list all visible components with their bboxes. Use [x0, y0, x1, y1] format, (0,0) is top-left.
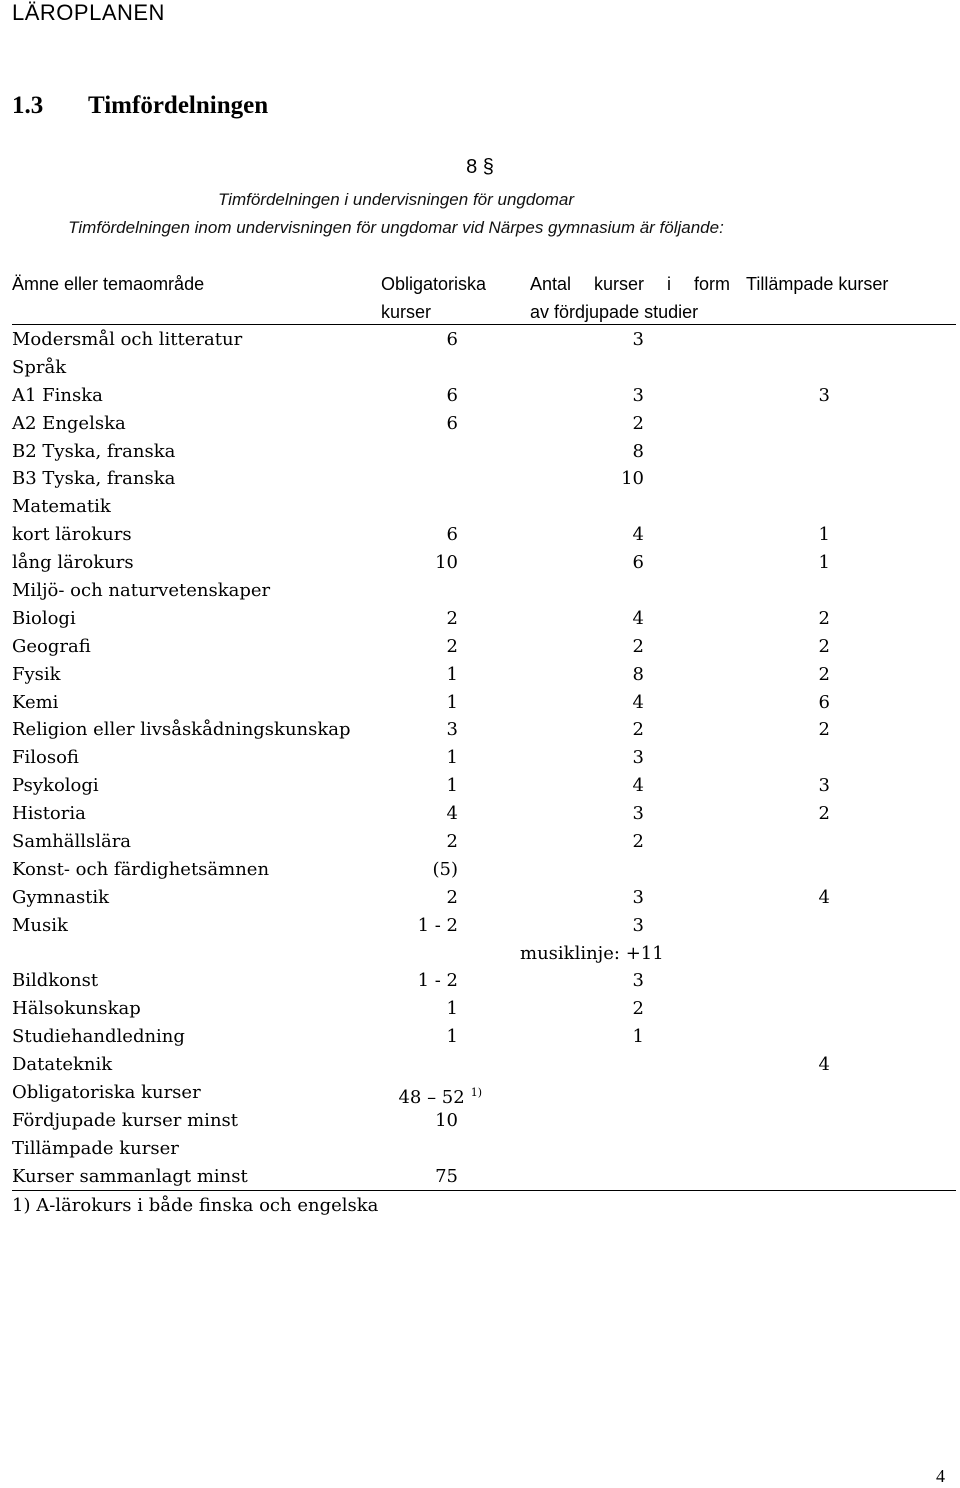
- table-row: [0, 912, 960, 940]
- section-heading: [12, 92, 268, 120]
- cell-subject: Hälsokunskap: [12, 998, 141, 1020]
- paragraph-label: 8 §: [466, 156, 494, 178]
- cell-subject: Språk: [12, 356, 67, 378]
- cell-subject: Bildkonst: [12, 970, 99, 992]
- footnote: 1) A-lärokurs i både finska och engelska: [12, 1195, 379, 1216]
- section-title: Timfördelningen: [88, 92, 269, 119]
- table-row: [0, 940, 960, 968]
- cell-advanced: 3: [632, 329, 644, 350]
- table-row: [0, 800, 960, 828]
- cell-advanced: 2: [632, 831, 644, 853]
- cell-subject: B2 Tyska, franska: [12, 440, 176, 462]
- cell-subject: Musik: [12, 914, 68, 936]
- cell-advanced: 1: [632, 1026, 644, 1048]
- cell-advanced: 10: [621, 468, 644, 490]
- cell-subject: lång lärokurs: [12, 552, 134, 574]
- cell-advanced: 4: [632, 524, 644, 546]
- cell-advanced: 3: [632, 970, 644, 992]
- cell-subject: B3 Tyska, franska: [12, 468, 176, 490]
- cell-obligatory: 6: [446, 384, 458, 406]
- table-row: [0, 856, 960, 884]
- cell-subject: Miljö- och naturvetenskaper: [12, 580, 271, 602]
- cell-obligatory: 4: [446, 803, 458, 825]
- column-header-applied: Tillämpade kurser: [746, 274, 889, 294]
- cell-advanced: 3: [632, 384, 644, 406]
- cell-obligatory: 1: [446, 663, 458, 685]
- cell-advanced: 2: [632, 412, 644, 434]
- cell-applied: 4: [818, 886, 830, 908]
- table-row: [0, 1051, 960, 1079]
- table-row: [0, 661, 960, 689]
- table-row: [0, 438, 960, 466]
- table-row: [0, 354, 960, 382]
- cell-subject: A1 Finska: [12, 384, 103, 406]
- cell-advanced: 4: [632, 607, 644, 629]
- footnote-marker: 1): [470, 1086, 482, 1100]
- cell-advanced: 8: [632, 440, 644, 462]
- cell-obligatory: 6: [446, 412, 458, 434]
- cell-advanced: musiklinje: +11: [520, 942, 664, 964]
- table-row: [0, 689, 960, 717]
- cell-obligatory: 2: [446, 831, 458, 853]
- column-header-obligatory-line-1: Obligatoriska: [381, 274, 487, 294]
- table-row: [0, 605, 960, 633]
- cell-advanced: 3: [632, 886, 644, 908]
- cell-applied: 2: [818, 719, 830, 741]
- column-header-advanced-line-1: Antal kurser i form: [530, 274, 730, 294]
- cell-subject: kort lärokurs: [12, 524, 132, 546]
- cell-obligatory: 1: [446, 691, 458, 713]
- cell-advanced: 8: [632, 663, 644, 685]
- table-row: [0, 521, 960, 549]
- cell-subject: Filosofi: [12, 747, 79, 769]
- table-row: [0, 577, 960, 605]
- cell-applied: 3: [818, 384, 830, 406]
- summary-row: [0, 1163, 960, 1191]
- cell-subject: Historia: [12, 803, 86, 825]
- summary-value: [352, 1107, 458, 1135]
- cell-advanced: 3: [632, 747, 644, 769]
- cell-obligatory: 1: [446, 998, 458, 1020]
- column-header-advanced: [530, 270, 730, 326]
- cell-obligatory: 2: [446, 886, 458, 908]
- cell-subject: A2 Engelska: [12, 412, 126, 434]
- cell-obligatory: 3: [446, 719, 458, 741]
- running-header: LÄROPLANEN: [12, 0, 165, 25]
- cell-applied: 2: [818, 663, 830, 685]
- cell-subject: Konst- och färdighetsämnen: [12, 858, 270, 880]
- summary-row: [0, 1107, 960, 1135]
- table-bottom-rule: [12, 1190, 956, 1191]
- table-row: [0, 744, 960, 772]
- cell-subject: Religion eller livsåskådningskunskap: [12, 719, 351, 741]
- cell-applied: 6: [818, 691, 830, 713]
- cell-applied: 2: [818, 803, 830, 825]
- summary-label: Fördjupade kurser minst: [12, 1109, 239, 1131]
- cell-obligatory: (5): [432, 858, 458, 880]
- cell-applied: 2: [818, 635, 830, 657]
- cell-advanced: 4: [632, 775, 644, 797]
- table-row: [0, 1023, 960, 1051]
- summary-row: [0, 1135, 960, 1163]
- column-header-obligatory: [381, 270, 486, 326]
- cell-obligatory: 1: [446, 1026, 458, 1048]
- summary-value-text: 75: [435, 1165, 458, 1187]
- cell-advanced: 3: [632, 914, 644, 936]
- table-row: [0, 493, 960, 521]
- table-row: [0, 410, 960, 438]
- cell-subject: Gymnastik: [12, 886, 110, 908]
- subtitle-2: Timfördelningen inom undervisningen för ungdomar vid Närpes gymnasium är följande:: [68, 218, 724, 237]
- column-header-obligatory-line-2: kurser: [381, 302, 432, 322]
- table-row: [0, 967, 960, 995]
- column-header-advanced-line-2: av fördjupade studier: [530, 302, 699, 322]
- cell-subject: Studiehandledning: [12, 1026, 185, 1048]
- summary-value-text: 48 – 52: [398, 1087, 465, 1109]
- cell-obligatory: 2: [446, 607, 458, 629]
- cell-subject: Fysik: [12, 663, 61, 685]
- cell-subject: Biologi: [12, 607, 76, 629]
- summary-label: Obligatoriska kurser: [12, 1082, 201, 1104]
- cell-advanced: 3: [632, 803, 644, 825]
- cell-advanced: 2: [632, 635, 644, 657]
- table-row: [0, 382, 960, 410]
- cell-obligatory: 10: [435, 552, 458, 574]
- cell-obligatory: 1 - 2: [417, 914, 458, 936]
- cell-applied: 4: [818, 1054, 830, 1076]
- subtitle-1: Timfördelningen i undervisningen för ungdomar: [217, 190, 575, 209]
- summary-value-text: 10: [435, 1109, 458, 1131]
- cell-obligatory: 2: [446, 635, 458, 657]
- cell-subject: Psykologi: [12, 775, 99, 797]
- cell-subject: Kemi: [12, 691, 59, 713]
- cell-subject: Matematik: [12, 496, 111, 518]
- table-row: [0, 326, 960, 354]
- cell-advanced: 2: [632, 998, 644, 1020]
- cell-subject: Datateknik: [12, 1054, 113, 1076]
- summary-label: Kurser sammanlagt minst: [12, 1165, 248, 1187]
- section-number: 1.3: [12, 92, 44, 119]
- cell-subject: Geografi: [12, 635, 91, 657]
- cell-subject: Samhällslära: [12, 831, 132, 853]
- table-row: [0, 549, 960, 577]
- summary-row: [0, 1079, 960, 1107]
- cell-applied: 1: [818, 524, 830, 546]
- column-header-subject: Ämne eller temaområde: [12, 274, 205, 294]
- cell-advanced: 4: [632, 691, 644, 713]
- summary-value: [352, 1163, 458, 1191]
- cell-obligatory: 6: [446, 524, 458, 546]
- cell-applied: 2: [818, 607, 830, 629]
- table-row: [0, 633, 960, 661]
- table-row: [0, 465, 960, 493]
- table-top-rule: [12, 324, 956, 325]
- cell-advanced: 2: [632, 719, 644, 741]
- table-row: [0, 772, 960, 800]
- summary-label: Tillämpade kurser: [12, 1137, 179, 1159]
- page-number: 4: [936, 1466, 945, 1486]
- table-row: [0, 828, 960, 856]
- cell-obligatory: 1 - 2: [417, 970, 458, 992]
- cell-subject: Modersmål och litteratur: [12, 329, 243, 350]
- table-row: [0, 884, 960, 912]
- table-row: [0, 995, 960, 1023]
- cell-applied: 1: [818, 552, 830, 574]
- table-row: [0, 716, 960, 744]
- cell-advanced: 6: [632, 552, 644, 574]
- cell-obligatory: 1: [446, 775, 458, 797]
- cell-obligatory: 1: [446, 747, 458, 769]
- table-body: [0, 326, 960, 1191]
- cell-obligatory: 6: [446, 329, 458, 350]
- cell-applied: 3: [818, 775, 830, 797]
